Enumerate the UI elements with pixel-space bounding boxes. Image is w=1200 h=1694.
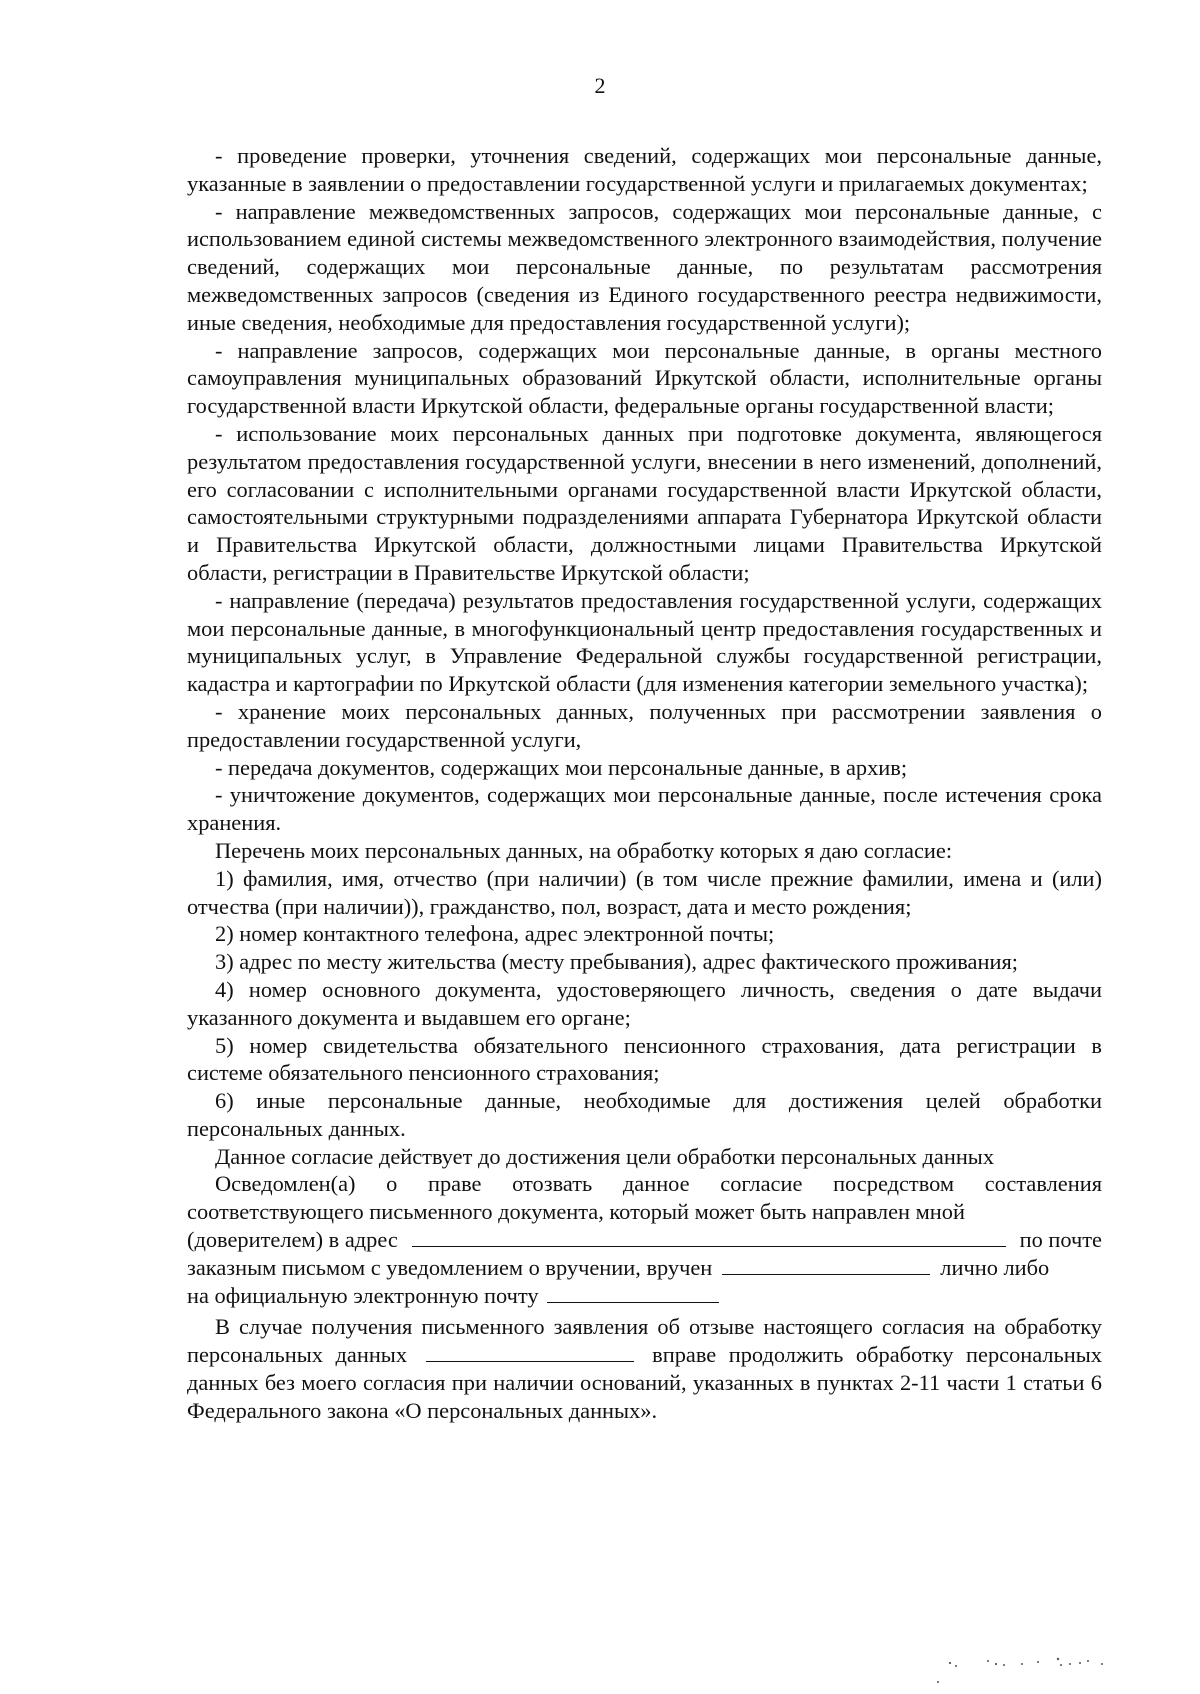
revocation-email-prefix: на официальную электронную почту [187,1282,539,1308]
purpose-item-result-transfer: - направление (передача) результатов предоставления государственной услуги, содержащих мои персональные данные, в многофункциональный центр предоставления государственных и муниципальных услуг, в Управление Федеральной службы государственной регистрации, кадастра и картографии по Иркутской области (для изменения категории земельного участка); [187,587,1102,697]
revocation-intro: Осведомлен(а) о праве отозвать данное согласие посредством составления соответствующего письменного документа, который может быть направлен мной [187,1171,1102,1225]
document-body [187,142,1102,1425]
scan-noise-marks [930,1655,1150,1685]
purpose-item-verification: - проведение проверки, уточнения сведений, содержащих мои персональные данные, указанные в заявлении о предоставлении государственной услуги и прилагаемых документах; [187,143,1102,196]
data-list-intro: Перечень моих персональных данных, на обработку которых я даю согласие: [215,837,953,863]
purpose-item-document-preparation: - использование моих персональных данных при подготовке документа, являющегося результатом предоставления государственной услуги, внесении в него изменений, дополнений, его согласовании с исполнительными органами государственной власти Иркутской области, самостоятельными структурными подразделениями аппарата Губернатора Иркутской области и Правительства Иркутской области, должностными лицами Правительства Иркутской области, регистрации в Правительстве Иркутской области; [187,420,1102,585]
data-item-id-document: 4) номер основного документа, удостоверяющего личность, сведения о дате выдачи указанного документа и выдавшем его органе; [187,976,1102,1030]
data-item-contacts: 2) номер контактного телефона, адрес электронной почты; [215,921,775,947]
data-item-address: 3) адрес по месту жительства (месту пребывания), адрес фактического проживания; [215,949,1018,975]
revocation-mail-line [187,1254,1102,1282]
operator-blank-field[interactable] [426,1341,634,1362]
data-item-name: 1) фамилия, имя, отчество (при наличии) (в том числе прежние фамилии, имена и (или) отчества (при наличии)), гражданство, пол, возраст, дата и место рождения; [187,865,1102,919]
revocation-address-line [187,1226,1102,1254]
data-item-other: 6) иные персональные данные, необходимые для достижения целей обработки персональных данных. [187,1088,1102,1141]
delivery-blank-field[interactable] [722,1254,930,1275]
purpose-item-archive: - передача документов, содержащих мои персональные данные, в архив; [215,754,908,780]
purpose-item-requests-to-authorities: - направление запросов, содержащих мои персональные данные, в органы местного самоуправления муниципальных образований Иркутской области, исполнительные органы государственной власти Иркутской области, федеральные органы государственной власти; [187,337,1102,419]
revocation-address-prefix: (доверителем) в адрес [187,1227,398,1253]
revocation-mail-prefix: заказным письмом с уведомлением о вручении, вручен [187,1254,713,1280]
revocation-address-suffix: по почте [1019,1227,1102,1253]
address-blank-field[interactable] [412,1226,1006,1247]
withdrawal-paragraph [187,1313,1102,1424]
page-number: 2 [594,73,606,98]
consent-validity: Данное согласие действует до достижения цели обработки персональных данных [215,1143,995,1169]
revocation-mail-suffix: лично либо [940,1254,1050,1280]
purpose-item-destruction: - уничтожение документов, содержащих мои персональные данные, после истечения срока хранения. [187,782,1102,836]
withdrawal-prefix: В случае получения письменного заявления об отзыве настоящего согласия на обработку персональных данных [187,1314,1102,1368]
data-item-pension-insurance: 5) номер свидетельства обязательного пенсионного страхования, дата регистрации в системе обязательного пенсионного страхования; [187,1032,1102,1086]
purpose-item-storage: - хранение моих персональных данных, полученных при рассмотрении заявления о предоставлении государственной услуги, [187,698,1102,752]
purpose-item-interagency-requests: - направление межведомственных запросов, содержащих мои персональные данные, с использованием единой системы межведомственного электронного взаимодействия, получение сведений, содержащих мои персональные данные, по результатам рассмотрения межведомственных запросов (сведения из Единого государственного реестра недвижимости, иные сведения, необходимые для предоставления государственной услуги); [187,198,1102,335]
revocation-email-line [187,1282,1102,1310]
email-blank-field[interactable] [547,1282,719,1303]
withdrawal-suffix: вправе продолжить обработку персональных данных без моего согласия при наличии оснований, указанных в пунктах 2-11 части 1 статьи 6 Федерального закона «О персональных данных». [187,1342,1102,1423]
